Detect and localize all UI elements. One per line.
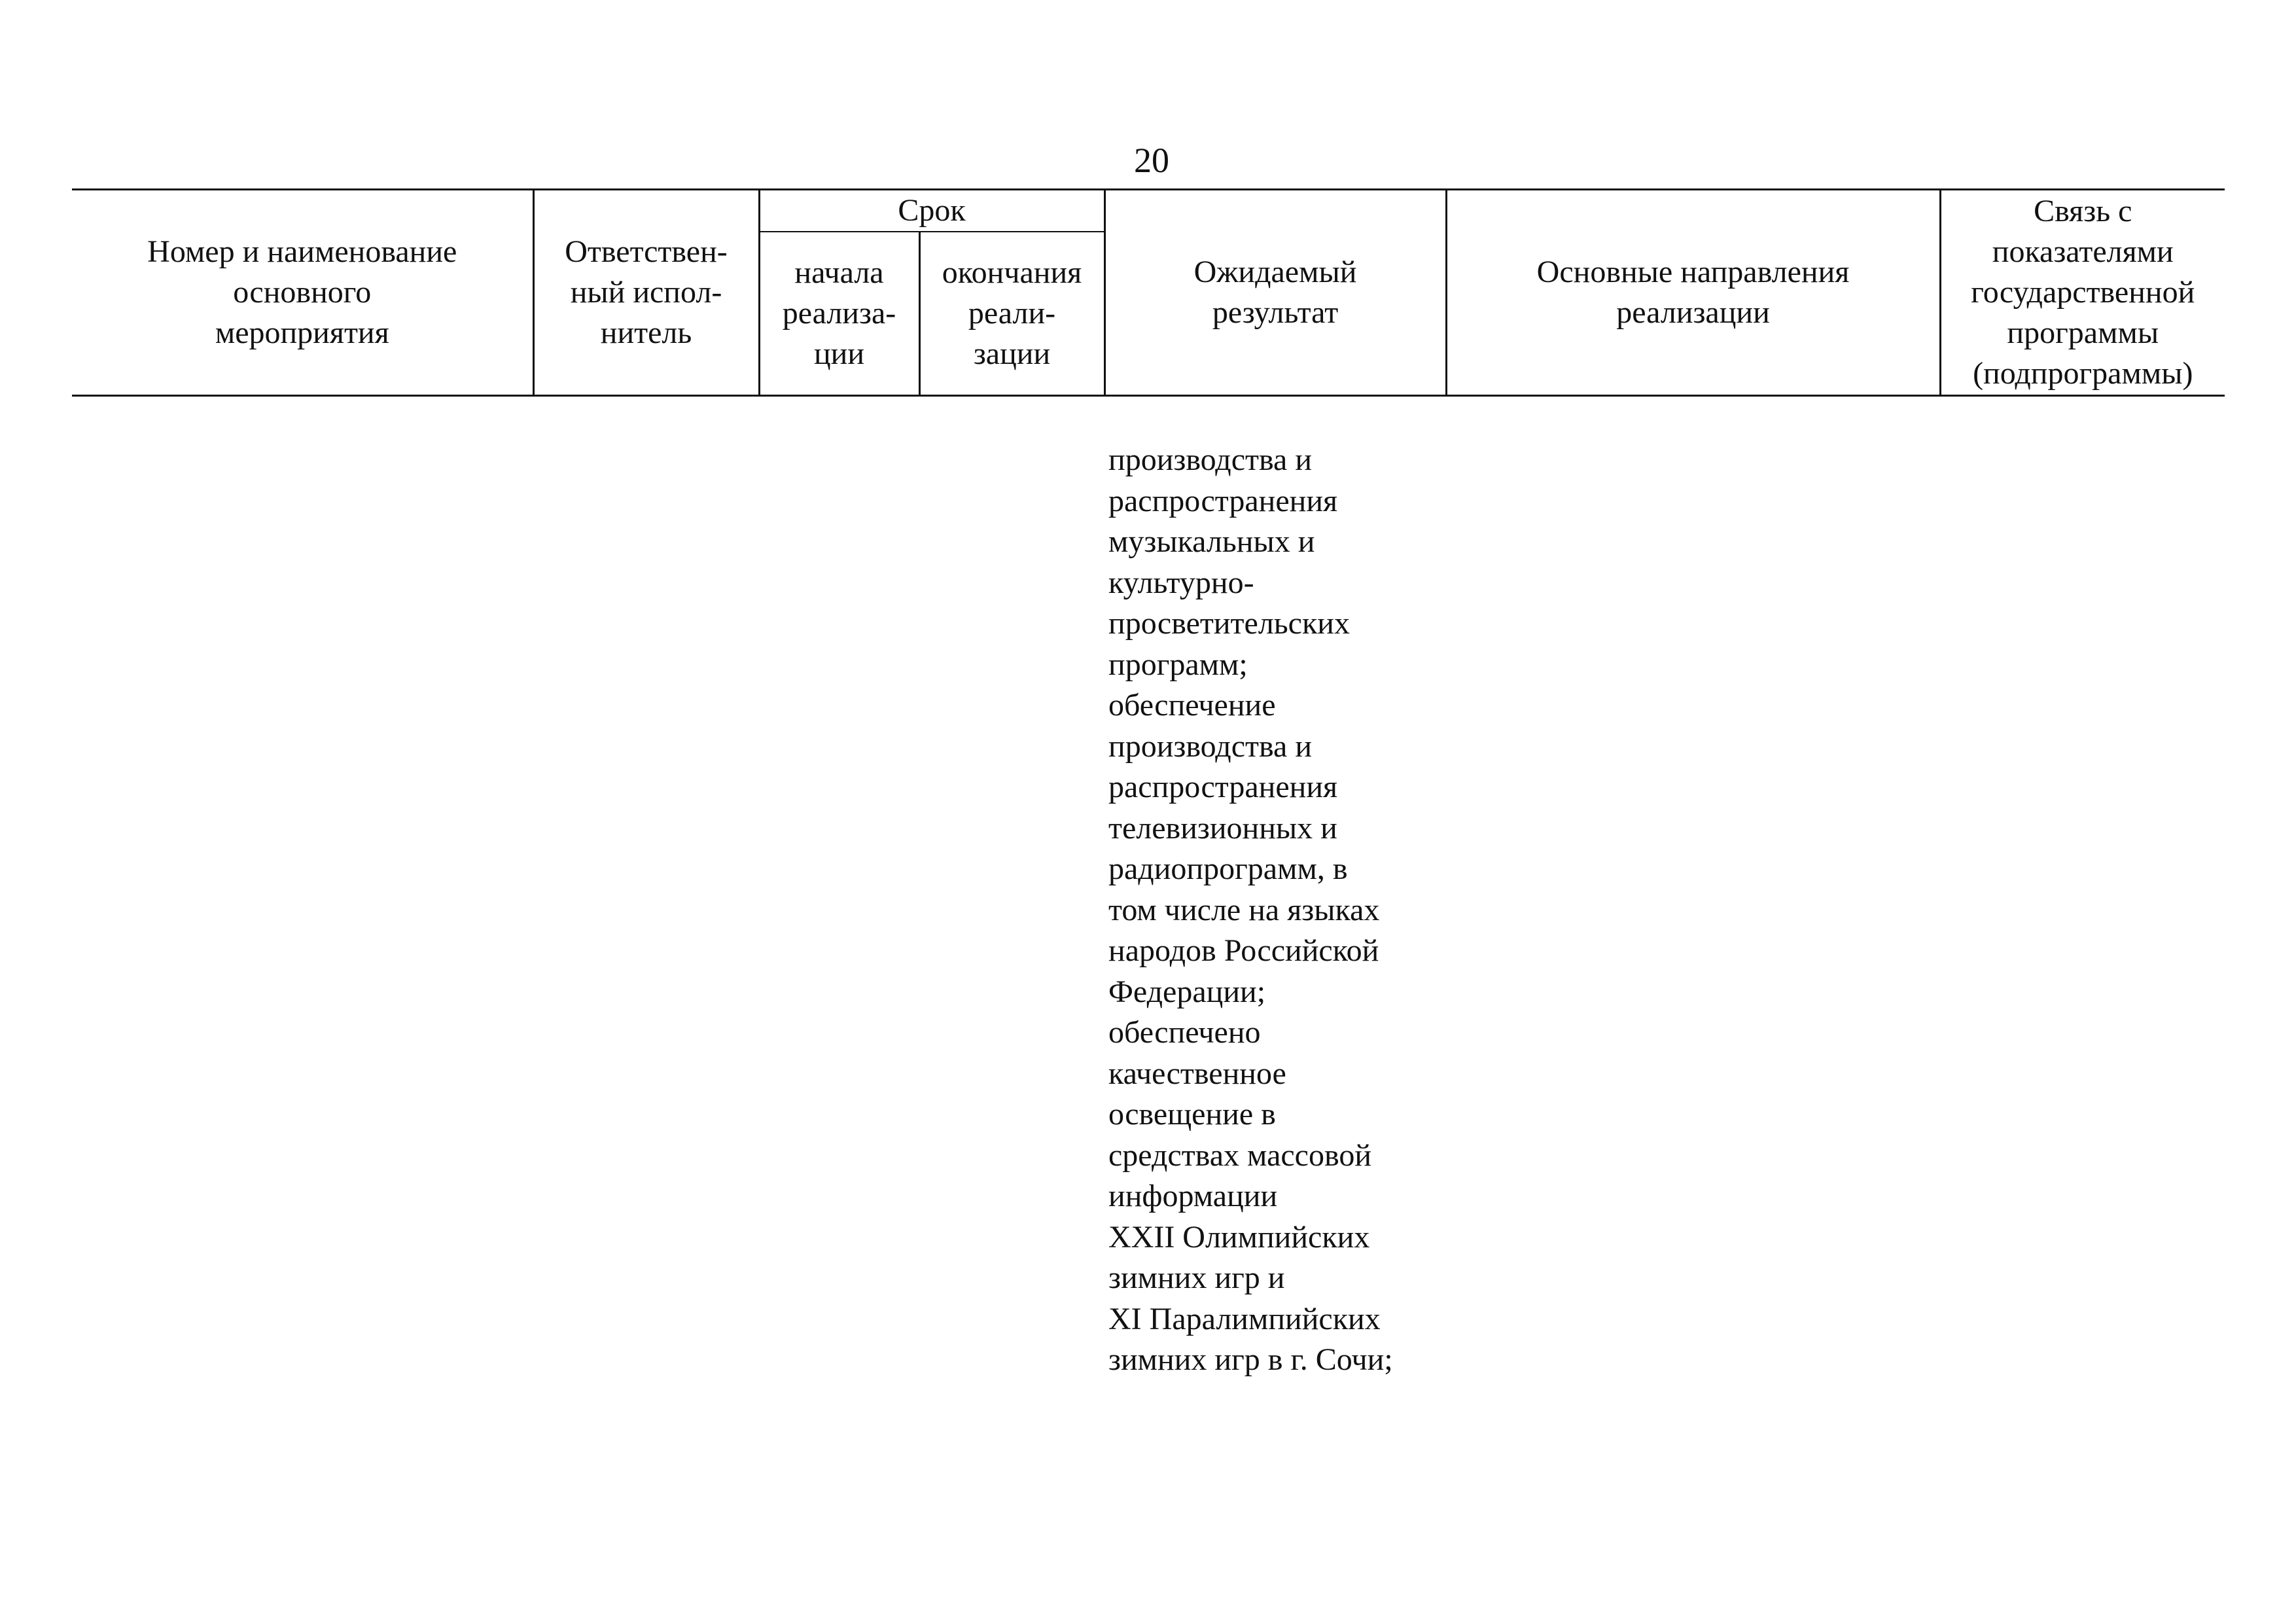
header-responsible (533, 190, 759, 396)
header-term-start-label: начала реализа- ции (782, 255, 896, 371)
header-expected-result-label: Ожидаемый результат (1193, 255, 1357, 330)
header-link-indicators (1940, 190, 2225, 396)
header-expected-result (1104, 190, 1446, 396)
page-number: 20 (1134, 141, 1169, 180)
header-term-end (919, 232, 1104, 396)
header-main-directions (1446, 190, 1940, 396)
header-main-directions-label: Основные направления реализации (1536, 255, 1850, 330)
header-number-name-label: Номер и наименование основного мероприятия (147, 234, 457, 350)
header-responsible-label: Ответствен- ный испол- нитель (565, 234, 728, 350)
header-link-indicators-label: Связь с показателями государственной программы (подпрограммы) (1971, 194, 2195, 391)
header-term-end-label: окончания реали- зации (942, 255, 1082, 371)
table-header (72, 188, 2225, 397)
header-term (759, 190, 1104, 232)
header-number-name (72, 190, 533, 396)
header-term-start (759, 232, 919, 396)
header-term-label: Срок (898, 193, 966, 228)
expected-result-text: производства и распространения музыкальных и культурно- просветительских программ; обеспечение производства и распространения телевизионных и радиопрограмм, в том числе на языках народов Российской Федерации; обеспечено качественное освещение в средствах массовой информации XXII Олимпийских зимних игр и XI Паралимпийских зимних игр в г. Сочи; (1108, 442, 1393, 1377)
